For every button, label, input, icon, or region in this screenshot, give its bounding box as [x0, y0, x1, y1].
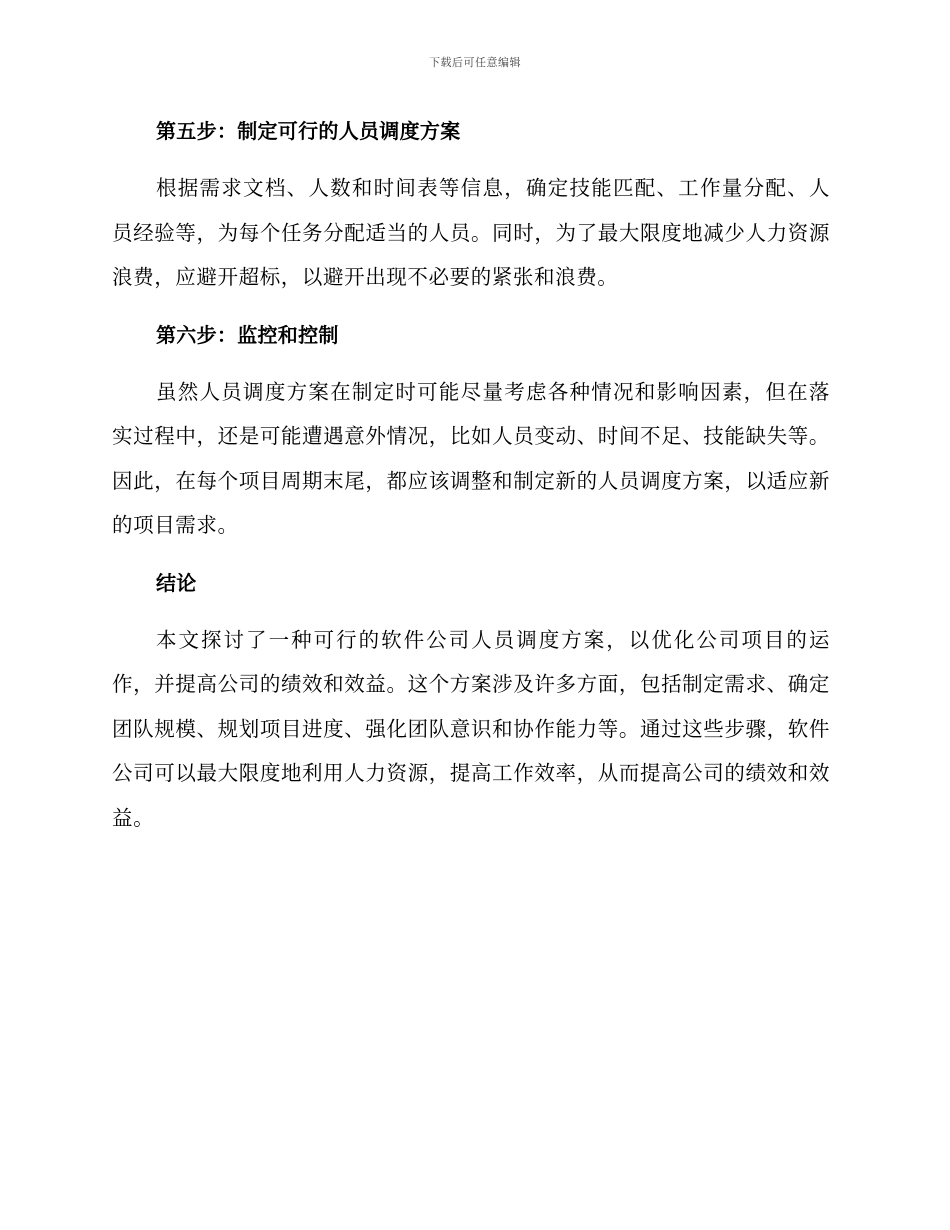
section-heading-conclusion: 结论: [156, 570, 197, 595]
section-paragraph-step-five: 根据需求文档、人数和时间表等信息，确定技能匹配、工作量分配、人员经验等，为每个任务分配适当的人员。同时，为了最大限度地减少人力资源浪费，应避开超标，以避开出现不必要的紧张和浪费。: [112, 176, 830, 289]
section-heading-step-six: 第六步：监控和控制: [156, 322, 339, 347]
section-heading-step-five: 第五步：制定可行的人员调度方案: [156, 119, 461, 143]
page-header-note: 下载后可任意编辑: [429, 56, 521, 69]
section-paragraph-conclusion: 本文探讨了一种可行的软件公司人员调度方案，以优化公司项目的运作，并提高公司的绩效和效益。这个方案涉及许多方面，包括制定需求、确定团队规模、规划项目进度、强化团队意识和协作能力等。通过这些步骤，软件公司可以最大限度地利用人力资源，提高工作效率，从而提高公司的绩效和效益。: [112, 627, 830, 830]
document-body: [112, 110, 830, 840]
section-paragraph-step-six: 虽然人员调度方案在制定时可能尽量考虑各种情况和影响因素，但在落实过程中，还是可能遭遇意外情况，比如人员变动、时间不足、技能缺失等。因此，在每个项目周期末尾，都应该调整和制定新的人员调度方案，以适应新的项目需求。: [112, 379, 830, 537]
